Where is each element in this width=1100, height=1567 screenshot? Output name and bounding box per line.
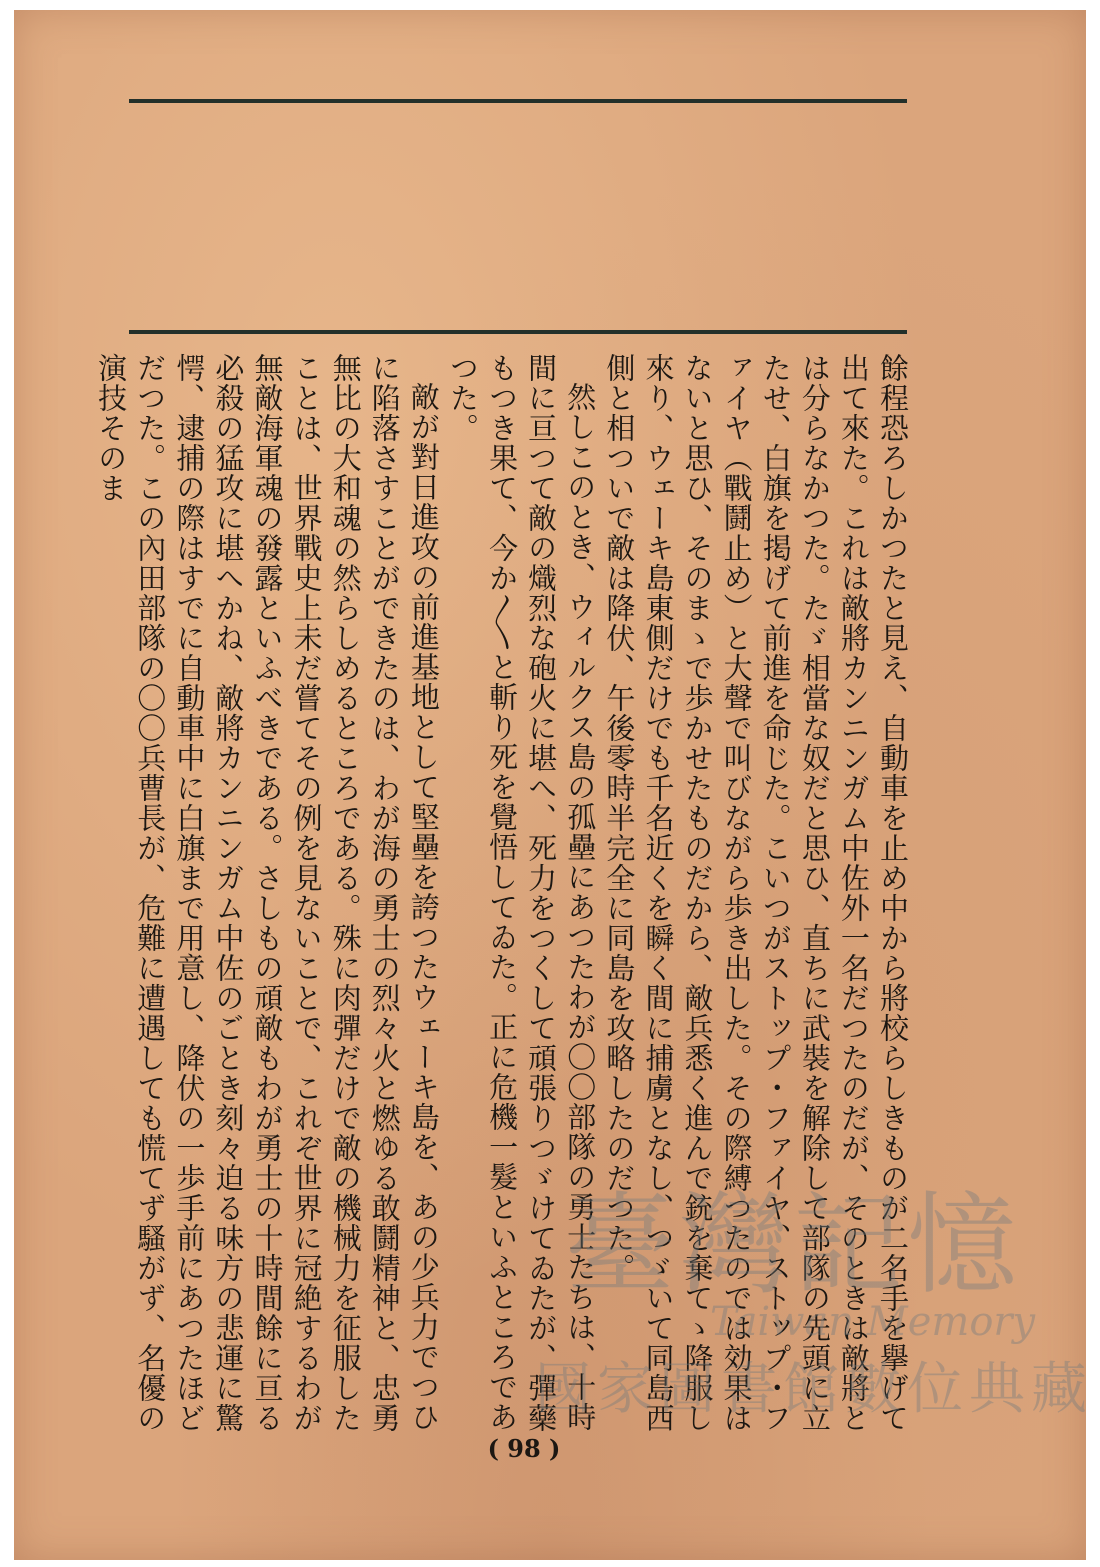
watermark-subtitle: 國家圖書館數位典藏 <box>535 1357 1093 1422</box>
paragraph-2: 然しこのとき、ウィルクス島の孤壘にあつたわが〇〇部隊の勇士たちは、十時間に亘つて敵の熾烈な砲火に堪へ、死力をつくして頑張りつゞけてゐたが、彈藥もつき果て、今か〳〵と斬り死を覺悟してゐた。正に危機一髮といふところであつた。 <box>445 353 598 1433</box>
watermark-english: Taiwan Memory <box>710 1299 1036 1345</box>
vertical-body-text <box>94 353 912 1433</box>
page-number: ( 98 ) <box>487 1434 561 1463</box>
paragraph-1: 餘程恐ろしかつたと見え、自動車を止め中から將校らしきものが二名手を擧げて出て來た。これは敵將カンニンガム中佐外一名だつたのだが、そのときは敵將とは分らなかつた。たゞ相當な奴だと思ひ、直ちに武裝を解除して部隊の先頭に立たせ、白旗を掲げて前進を命じた。こいつがストップ・ファイヤ、ストップ・ファイヤ（戰鬪止め）と大聲で叫びながら歩き出した。その際縛つたのでは効果はないと思ひ、そのまゝで歩かせたものだから、敵兵悉く進んで銃を棄てゝ降服し來り、ウェーキ島東側だけでも千名近くを瞬く間に捕虜となし、つゞいて同島西側と相ついで敵は降伏、午後零時半完全に同島を攻略したのだつた。 <box>602 353 910 1433</box>
top-rule <box>129 99 907 103</box>
paragraph-3: 敵が對日進攻の前進基地として堅壘を誇つたウェーキ島を、あの少兵力でつひに陷落さすことができたのは、わが海の勇士の烈々火と燃ゆる敢鬪精神と、忠勇無比の大和魂の然らしめるところである。殊に肉彈だけで敵の機械力を征服したことは、世界戰史上未だ嘗てその例を見ないことで、これぞ世界に冠絶するわが無敵海軍魂の發露といふべきである。さしもの頑敵もわが勇士の十時間餘に亘る必殺の猛攻に堪へかね、敵將カンニンガム中佐のごとき刻々迫る味方の悲運に驚愕、逮捕の際はすでに自動車中に白旗まで用意し、降伏の一歩手前にあつたほどだつた。この內田部隊の〇〇兵曹長が、危難に遭遇しても慌てず騷がず、名優の演技そのま <box>94 353 441 1433</box>
body-top-rule <box>129 330 907 334</box>
watermark-title: 臺灣記憶 <box>565 1181 1021 1309</box>
book-page <box>14 10 1086 1560</box>
